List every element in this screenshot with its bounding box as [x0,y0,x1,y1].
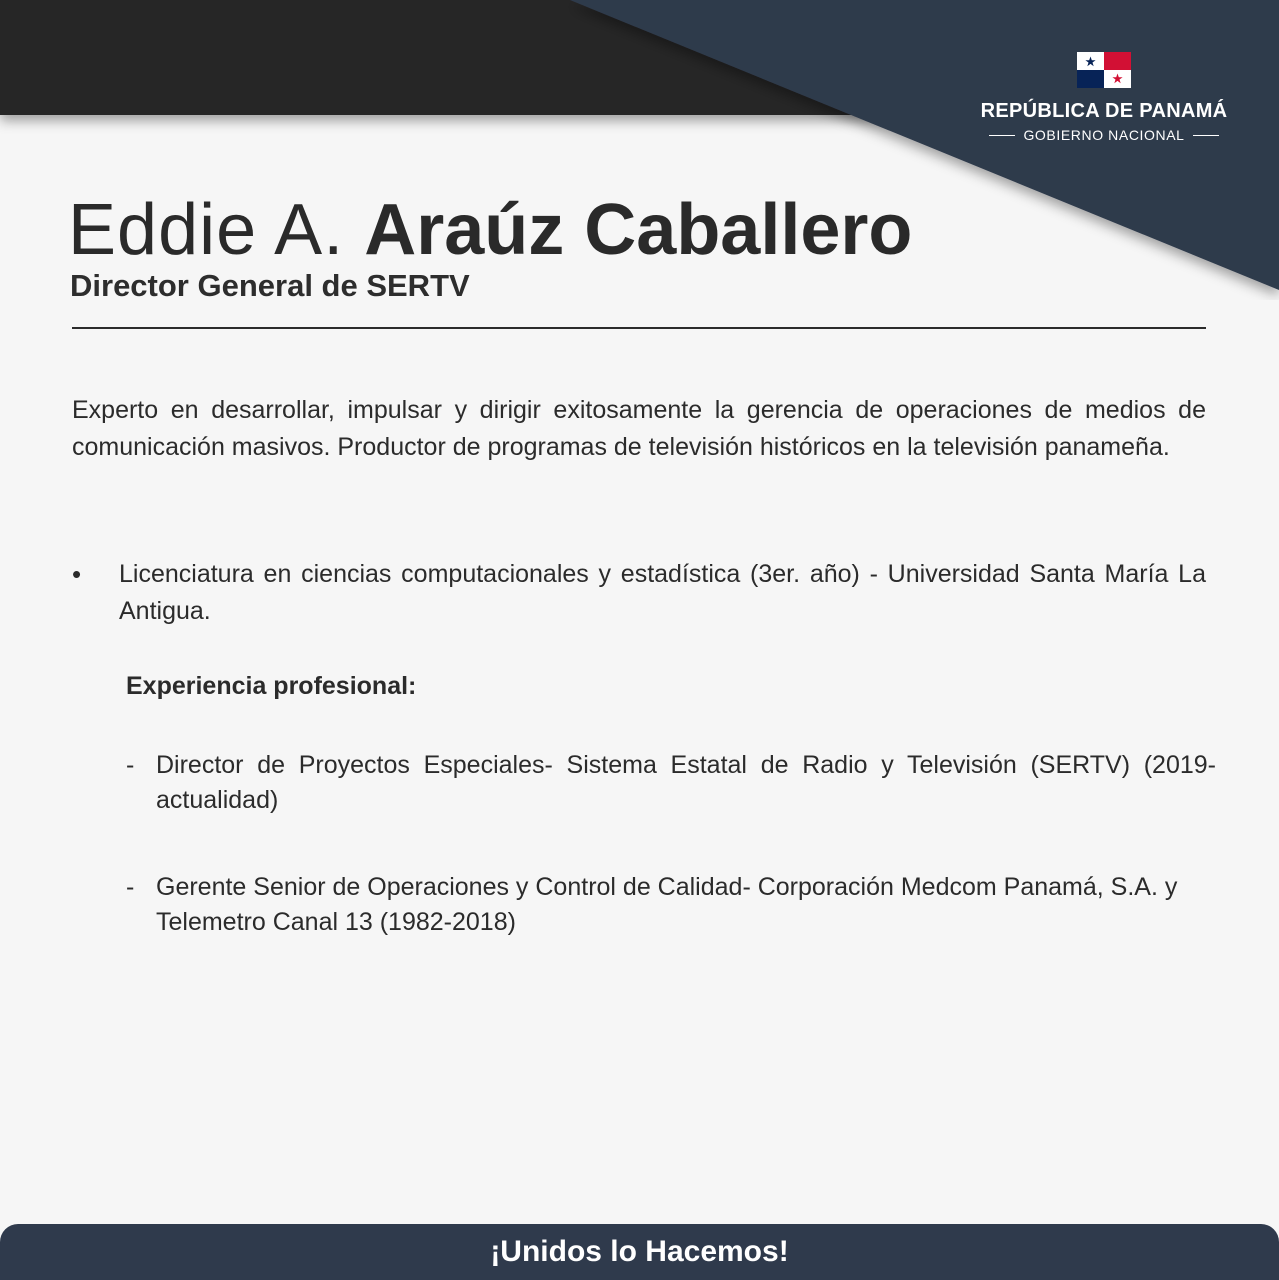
experience-item [126,870,1216,940]
bullet: • [72,559,82,589]
subtitle-rule-left [989,135,1015,136]
person-name [68,188,912,272]
dash: - [126,873,135,901]
experience-text: Director de Proyectos Especiales- Sistema Estatal de Radio y Televisión (SERTV) (2019-actualidad) [156,751,1216,814]
government-label: GOBIERNO NACIONAL [1023,127,1185,143]
person-role: Director General de SERTV [70,268,470,303]
last-name: Araúz Caballero [364,190,913,270]
experience-heading: Experiencia profesional: [126,672,417,700]
country-name: REPÚBLICA DE PANAMÁ [980,100,1228,122]
first-name: Eddie A. [68,190,345,270]
government-subtitle [969,127,1239,143]
experience-text: Gerente Senior de Operaciones y Control de Calidad- Corporación Medcom Panamá, S.A. y Telemetro Canal 13 (1982-2018) [156,873,1178,936]
profile-summary: Experto en desarrollar, impulsar y dirigir exitosamente la gerencia de operaciones de medios de comunicación masivos. Productor de programas de televisión históricos en la televisión panameña. [72,396,1206,461]
section-divider [72,327,1206,329]
footer-banner [0,1224,1279,1280]
dash: - [126,751,135,779]
footer-slogan: ¡Unidos lo Hacemos! [490,1235,789,1268]
government-brand [969,52,1239,143]
education-text: Licenciatura en ciencias computacionales y estadística (3er. año) - Universidad Santa María La Antigua. [119,560,1206,625]
panama-flag-icon [1077,52,1131,88]
education-item [72,556,1206,630]
experience-item [126,748,1216,818]
subtitle-rule-right [1193,135,1219,136]
